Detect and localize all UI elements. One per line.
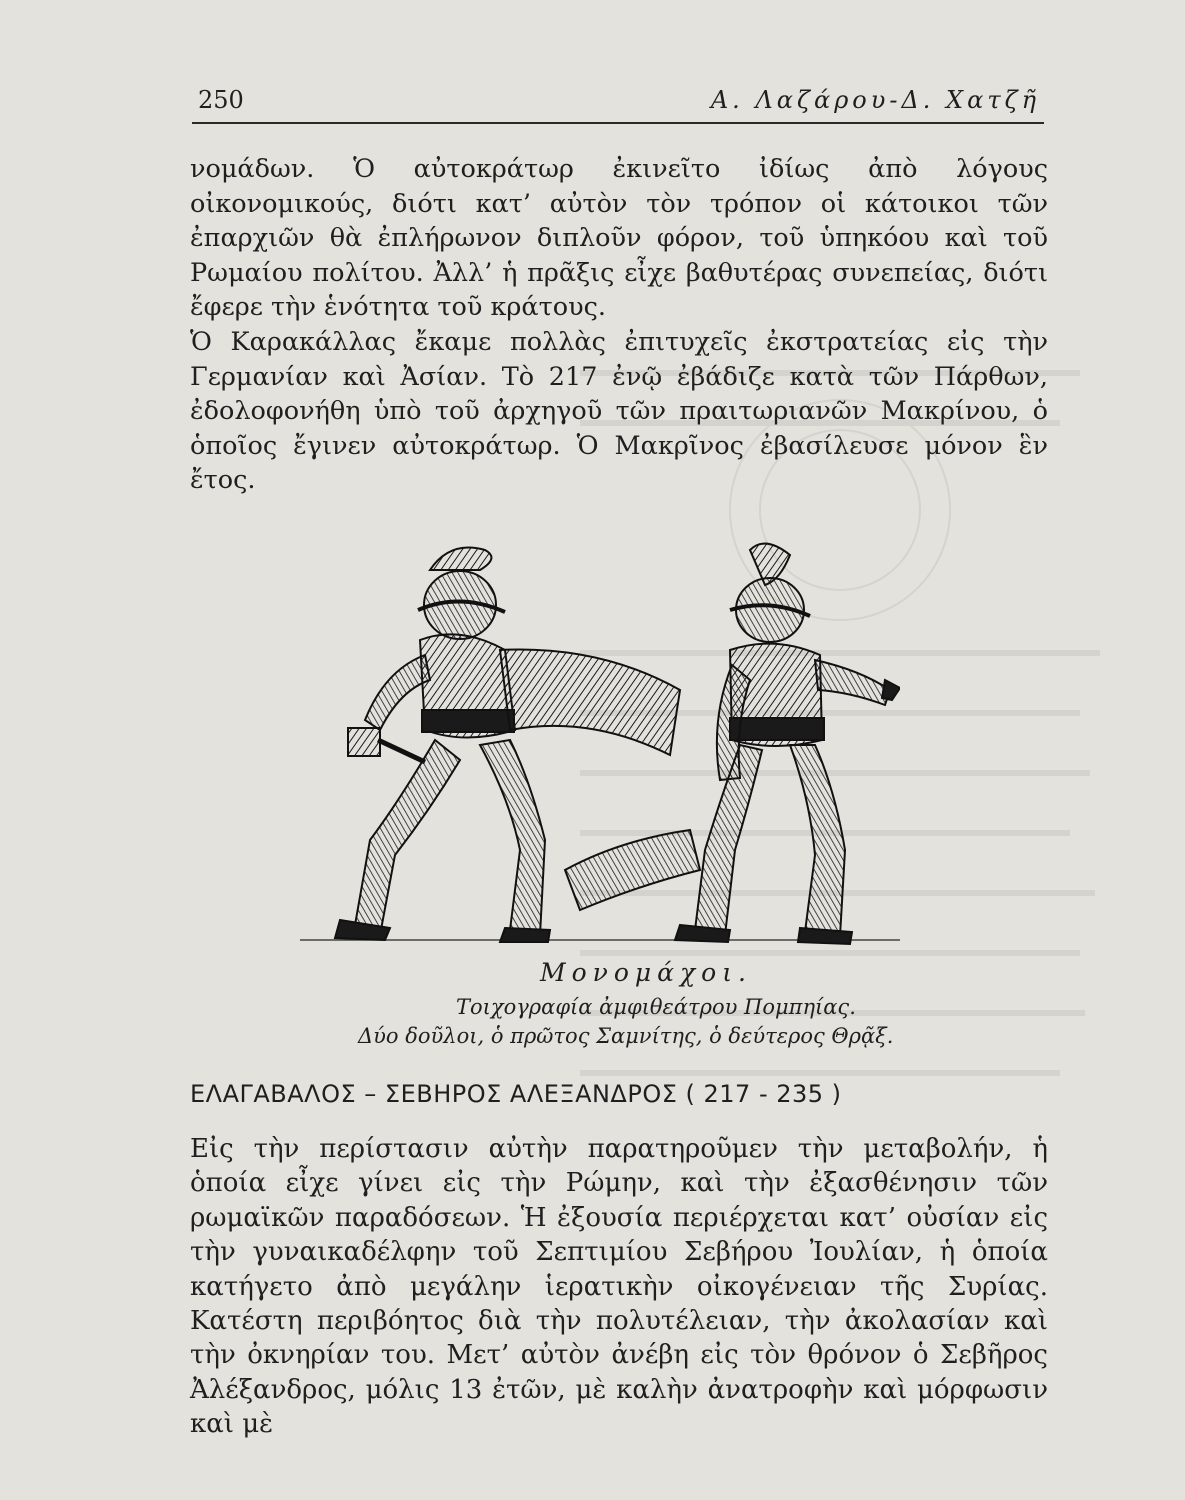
- running-head: Α. Λαζάρου-Δ. Χατζῆ: [710, 86, 1040, 114]
- body-text-bottom: [190, 1132, 1048, 1442]
- body-text-top: [190, 152, 1048, 498]
- page-number: 250: [198, 86, 244, 114]
- figure-caption-line1: Τοιχογραφία ἀμφιθεάτρου Πομπηίας.: [456, 995, 856, 1019]
- gladiators-illustration: [300, 540, 900, 950]
- page-header: [192, 84, 1044, 124]
- dropped-shield: [565, 830, 700, 910]
- figure-title: Μονομάχοι.: [540, 958, 752, 987]
- paragraph: Ὁ Καρακάλλας ἔκαμε πολλὰς ἐπιτυχεῖς ἐκστρατείας εἰς τὴν Γερμανίαν καὶ Ἀσίαν. Τὸ 217 ἐνῷ ἐβάδιζε κατὰ τῶν Πάρθων, ἐδολοφονήθη ὑπὸ τοῦ ἀρχηγοῦ τῶν πραιτωριανῶν Μακρίνου, ὁ ὁποῖος ἔγινεν αὐτοκράτωρ. Ὁ Μακρῖνος ἐβασίλευσε μόνον ἓν ἔτος.: [190, 326, 1048, 496]
- paragraph: Εἰς τὴν περίστασιν αὐτὴν παρατηροῦμεν τὴν μεταβολήν, ἡ ὁποία εἶχε γίνει εἰς τὴν Ρώμην, καὶ τὴν ἐξασθένησιν τῶν ρωμαϊκῶν παραδόσεων. Ἡ ἐξουσία περιέρχεται κατ’ οὐσίαν εἰς τὴν γυναικαδέλφην τοῦ Σεπτιμίου Σεβήρου Ἰουλίαν, ἡ ὁποία κατήγετο ἀπὸ μεγάλην ἱερατικὴν οἰκογένειαν τῆς Συρίας. Κατέστη περιβόητος διὰ τὴν πολυτέλειαν, τὴν ἀκολασίαν καὶ τὴν ὀκνηρίαν του. Μετ’ αὐτὸν ἀνέβη εἰς τὸν θρόνον ὁ Σεβῆρος Ἀλέξανδρος, μόλις 13 ἐτῶν, μὲ καλὴν ἀνατροφὴν καὶ μόρφωσιν καὶ μὲ: [190, 1134, 1048, 1440]
- paragraph: νομάδων. Ὁ αὐτοκράτωρ ἐκινεῖτο ἰδίως ἀπὸ λόγους οἰκονομικούς, διότι κατ’ αὐτὸν τὸν τρόπον οἱ κάτοικοι τῶν ἐπαρχιῶν θὰ ἐπλήρωνον διπλοῦν φόρον, τοῦ ὑπηκόου καὶ τοῦ Ρωμαίου πολίτου. Ἀλλ’ ἡ πρᾶξις εἶχε βαθυτέρας συνεπείας, διότι ἔφερε τὴν ἑνότητα τοῦ κράτους.: [190, 154, 1048, 323]
- thracian-gladiator: [675, 544, 900, 944]
- figure-caption-line2: Δύο δοῦλοι, ὁ πρῶτος Σαμνίτης, ὁ δεύτερος Θρᾷξ.: [358, 1024, 894, 1048]
- section-heading: ΕΛΑΓΑΒΑΛΟΣ – ΣΕΒΗΡΟΣ ΑΛΕΞΑΝΔΡΟΣ ( 217 - 235 ): [190, 1080, 842, 1108]
